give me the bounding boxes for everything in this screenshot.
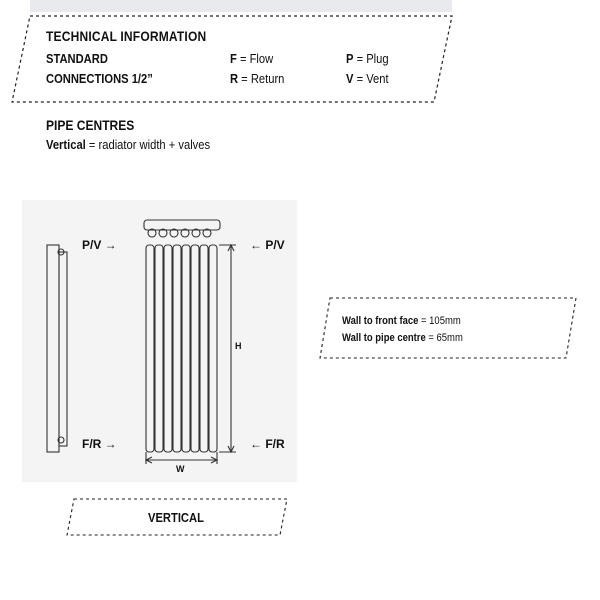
pipe-centres-title: PIPE CENTRES (46, 117, 135, 133)
fr-left-label: F/R → (82, 437, 117, 451)
technical-info-title: TECHNICAL INFORMATION (46, 28, 207, 44)
pipe-centres-rule: Vertical = radiator width + valves (46, 137, 211, 152)
legend-plug: P = Plug (346, 51, 389, 66)
height-label: H (235, 341, 242, 351)
wall-to-pipe-line: Wall to pipe centre = 65mm (342, 332, 463, 344)
legend-return: R = Return (230, 71, 285, 86)
width-label: W (176, 464, 185, 474)
legend-flow: F = Flow (230, 51, 274, 66)
connections-label: CONNECTIONS 1/2” (46, 71, 153, 86)
wall-to-front-line: Wall to front face = 105mm (342, 315, 461, 327)
fr-right-label: ← F/R (250, 437, 285, 451)
vertical-caption: VERTICAL (148, 510, 204, 525)
standard-label: STANDARD (46, 51, 108, 66)
pv-left-label: P/V → (82, 238, 117, 252)
pv-right-label: ← P/V (250, 238, 285, 252)
legend-vent: V = Vent (346, 71, 389, 86)
